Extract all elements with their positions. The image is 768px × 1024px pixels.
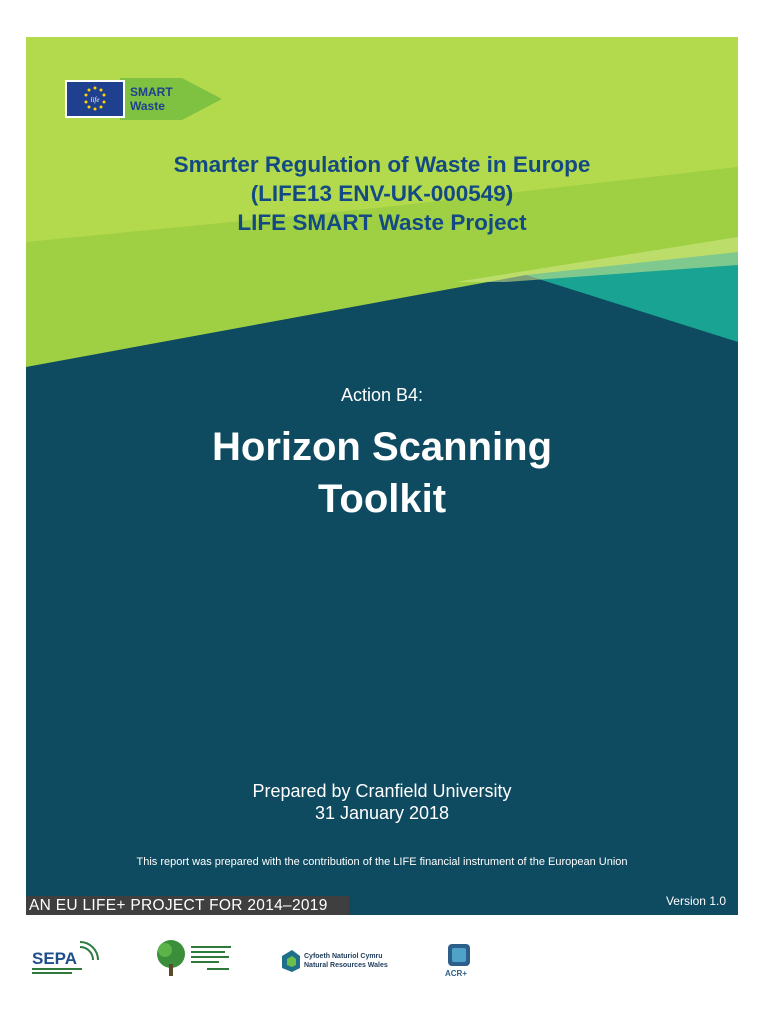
headline-line-3: LIFE SMART Waste Project [237,210,527,235]
project-banner: AN EU LIFE+ PROJECT FOR 2014–2019 [26,896,349,915]
partner-logos [0,930,768,990]
title-line-1: Horizon Scanning [212,425,552,469]
project-headline [26,150,738,237]
action-label: Action B4: [340,385,424,405]
headline-line-1: Smarter Regulation of Waste in Europe [173,152,591,177]
smart-waste-logo [64,75,224,123]
svg-text:Waste: Waste [130,99,165,113]
document-title [26,421,738,525]
prepared-by: Prepared by Cranfield University [252,781,512,801]
svg-text:ACR+: ACR+ [445,969,468,978]
acr-logo [442,942,478,985]
svg-text:Natural Resources Wales: Natural Resources Wales [304,962,388,969]
environment-agency-logo [155,938,255,985]
svg-text:SEPA: SEPA [32,949,78,968]
title-line-2: Toolkit [317,477,447,521]
contribution-note: This report was prepared with the contribution of the LIFE financial instrument of the European Union [136,856,628,868]
svg-text:SMART: SMART [130,85,173,99]
prepared-block [26,780,738,824]
sepa-logo [30,940,102,985]
version-label: Version 1.0 [665,894,726,908]
svg-text:Cyfoeth Naturiol Cymru: Cyfoeth Naturiol Cymru [304,953,383,960]
natural-resources-wales-logo [280,948,390,979]
publication-date: 31 January 2018 [314,803,450,823]
headline-line-2: (LIFE13 ENV-UK-000549) [250,181,514,206]
svg-text:life: life [90,96,100,104]
cover-page [26,37,738,915]
